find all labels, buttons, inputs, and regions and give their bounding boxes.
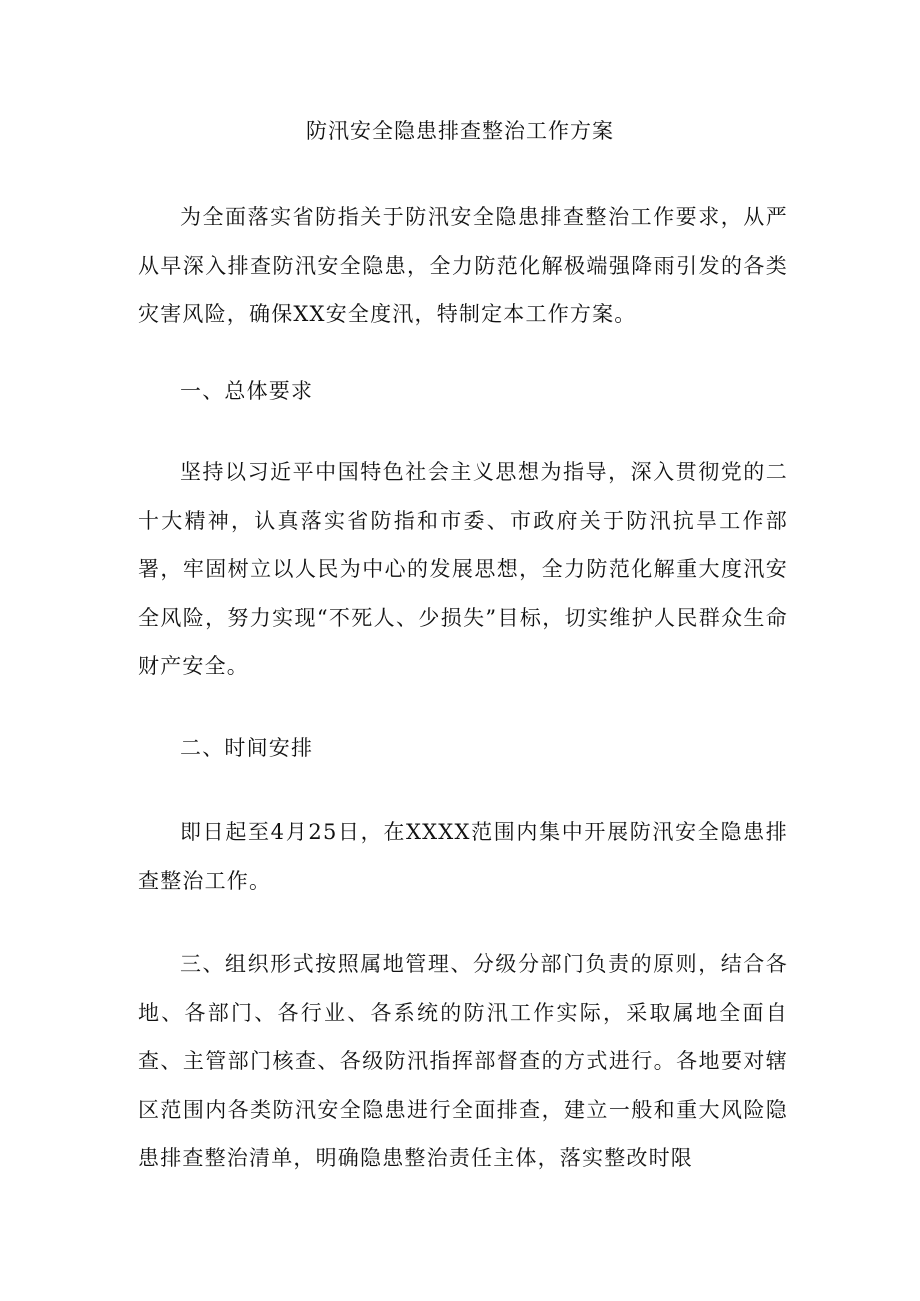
document-title: 防汛安全隐患排查整治工作方案 <box>306 119 614 143</box>
section-paragraph-organization: 三、组织形式按照属地管理、分级分部门负责的原则，结合各地、各部门、各行业、各系统的防汛工作实际，采取属地全面自查、主管部门核查、各级防汛指挥部督查的方式进行。各地要对辖区范围内各类防汛安全隐患进行全面排查，建立一般和重大风险隐患排查整治清单，明确隐患整治责任主体，落实整改时限 <box>138 952 788 1170</box>
section-paragraph-general-requirements: 坚持以习近平中国特色社会主义思想为指导，深入贯彻党的二十大精神，认真落实省防指和市委、市政府关于防汛抗旱工作部署，牢固树立以人民为中心的发展思想，全力防范化解重大度汛安全风险，努力实现“不死人、少损失”目标，切实维护人民群众生命财产安全。 <box>138 460 788 678</box>
intro-paragraph: 为全面落实省防指关于防汛安全隐患排查整治工作要求，从严从早深入排查防汛安全隐患，全力防范化解极端强降雨引发的各类灾害风险，确保XX安全度汛，特制定本工作方案。 <box>138 205 788 326</box>
section-heading-general-requirements: 一、总体要求 <box>180 379 314 403</box>
section-paragraph-schedule: 即日起至4月25日，在XXXX范围内集中开展防汛安全隐患排查整治工作。 <box>138 820 788 893</box>
section-heading-schedule: 二、时间安排 <box>180 736 314 760</box>
